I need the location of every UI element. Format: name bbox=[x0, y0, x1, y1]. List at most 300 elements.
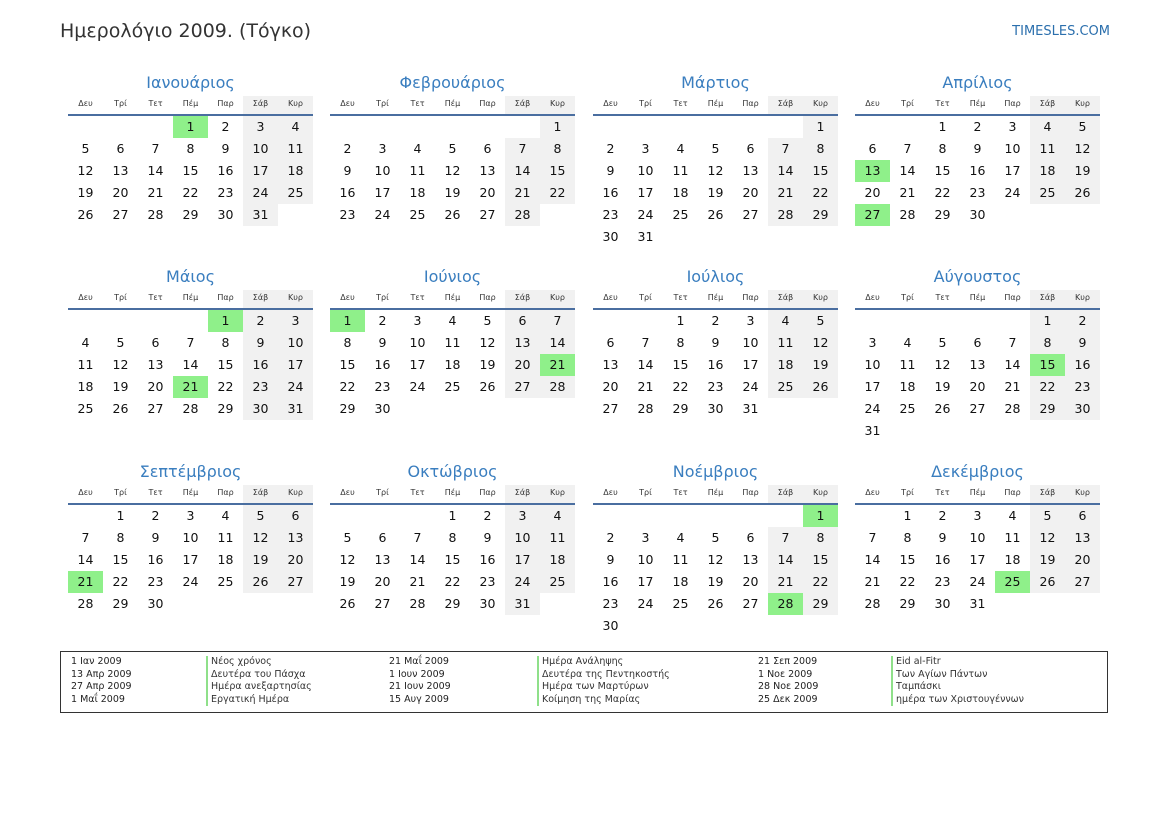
legend-date: 13 Απρ 2009 bbox=[71, 668, 132, 680]
weekday-header: Τρί bbox=[639, 99, 652, 108]
day-cell: 26 bbox=[934, 401, 951, 416]
weekday-header: Κυρ bbox=[278, 96, 313, 114]
weekday-header: Δευ bbox=[603, 293, 618, 302]
weekday-header: Τρί bbox=[376, 293, 389, 302]
weekday-header: Δευ bbox=[340, 488, 355, 497]
day-cell: 10 bbox=[243, 138, 278, 160]
day-cell: 27 bbox=[1065, 571, 1100, 593]
day-cell: 30 bbox=[217, 207, 234, 222]
day-cell: 5 bbox=[711, 530, 720, 545]
legend-date: 27 Απρ 2009 bbox=[71, 681, 132, 693]
day-cell: 27 bbox=[742, 596, 759, 611]
legend-holiday-name: ημέρα των Χριστουγέννων bbox=[891, 694, 1024, 707]
day-cell: 6 bbox=[505, 310, 540, 332]
day-cell: 7 bbox=[1008, 335, 1017, 350]
day-cell: 23 bbox=[602, 207, 619, 222]
day-cell: 1 bbox=[903, 508, 912, 523]
holiday-day-cell: 25 bbox=[995, 571, 1030, 593]
day-cell: 22 bbox=[112, 574, 129, 589]
day-cell: 10 bbox=[505, 527, 540, 549]
day-cell: 17 bbox=[864, 379, 881, 394]
weekday-header: Τρί bbox=[901, 488, 914, 497]
day-cell: 4 bbox=[81, 335, 90, 350]
month-name: Φεβρουάριος bbox=[399, 73, 506, 92]
day-cell: 5 bbox=[1030, 505, 1065, 527]
day-cell: 3 bbox=[973, 508, 982, 523]
day-cell: 15 bbox=[182, 163, 199, 178]
day-cell: 27 bbox=[479, 207, 496, 222]
day-cell: 2 bbox=[606, 141, 615, 156]
day-cell: 16 bbox=[339, 185, 356, 200]
day-cell: 17 bbox=[278, 354, 313, 376]
day-cell: 18 bbox=[217, 552, 234, 567]
day-cell: 13 bbox=[969, 357, 986, 372]
weekday-header: Πέμ bbox=[707, 99, 724, 108]
day-cell: 3 bbox=[378, 141, 387, 156]
day-cell: 23 bbox=[339, 207, 356, 222]
holiday-day-cell: 28 bbox=[768, 593, 803, 615]
day-cell: 28 bbox=[899, 207, 916, 222]
day-cell: 10 bbox=[409, 335, 426, 350]
day-cell: 4 bbox=[448, 313, 457, 328]
day-cell: 11 bbox=[672, 163, 689, 178]
day-cell: 8 bbox=[448, 530, 457, 545]
day-cell: 23 bbox=[969, 185, 986, 200]
day-cell: 12 bbox=[934, 357, 951, 372]
day-cell: 5 bbox=[711, 141, 720, 156]
day-cell: 5 bbox=[243, 505, 278, 527]
holiday-day-cell: 15 bbox=[1030, 354, 1065, 376]
day-cell: 11 bbox=[672, 552, 689, 567]
day-cell: 18 bbox=[540, 549, 575, 571]
day-cell: 7 bbox=[540, 310, 575, 332]
month-block bbox=[855, 72, 1100, 226]
day-cell: 1 bbox=[540, 116, 575, 138]
day-cell: 25 bbox=[278, 182, 313, 204]
day-cell: 23 bbox=[602, 596, 619, 611]
day-cell: 22 bbox=[444, 574, 461, 589]
empty-day-cell bbox=[103, 116, 138, 138]
day-cell: 30 bbox=[479, 596, 496, 611]
day-cell: 11 bbox=[217, 530, 234, 545]
legend-holiday-name: Δευτέρα της Πεντηκοστής bbox=[537, 669, 670, 682]
day-cell: 16 bbox=[374, 357, 391, 372]
day-cell: 10 bbox=[637, 552, 654, 567]
day-cell: 1 bbox=[1030, 310, 1065, 332]
weekday-header: Τρί bbox=[901, 293, 914, 302]
weekday-header: Σάβ bbox=[1030, 96, 1065, 114]
day-cell: 30 bbox=[1065, 398, 1100, 420]
empty-day-cell bbox=[103, 310, 138, 332]
weekday-header: Σάβ bbox=[243, 290, 278, 308]
day-cell: 18 bbox=[768, 354, 803, 376]
day-cell: 11 bbox=[899, 357, 916, 372]
day-cell: 1 bbox=[448, 508, 457, 523]
month-block bbox=[68, 72, 313, 226]
day-cell: 20 bbox=[969, 379, 986, 394]
month-name: Ιούλιος bbox=[686, 267, 745, 286]
day-cell: 12 bbox=[112, 357, 129, 372]
day-cell: 12 bbox=[1065, 138, 1100, 160]
weekday-header: Τρί bbox=[114, 488, 127, 497]
weekday-header: Σάβ bbox=[768, 96, 803, 114]
day-cell: 26 bbox=[803, 376, 838, 398]
weekday-header: Τετ bbox=[673, 488, 688, 497]
legend-holiday-name: Νέος χρόνος bbox=[206, 656, 312, 669]
day-cell: 9 bbox=[378, 335, 387, 350]
month-name: Ιούνιος bbox=[423, 267, 482, 286]
empty-day-cell bbox=[628, 505, 663, 527]
day-cell: 4 bbox=[413, 141, 422, 156]
day-cell: 18 bbox=[1030, 160, 1065, 182]
day-cell: 23 bbox=[217, 185, 234, 200]
day-cell: 14 bbox=[1004, 357, 1021, 372]
day-cell: 29 bbox=[444, 596, 461, 611]
day-cell: 9 bbox=[151, 530, 160, 545]
month-name: Αύγουστος bbox=[933, 267, 1022, 286]
day-cell: 31 bbox=[505, 593, 540, 615]
day-cell: 26 bbox=[707, 596, 724, 611]
day-cell: 10 bbox=[374, 163, 391, 178]
day-cell: 17 bbox=[969, 552, 986, 567]
days-grid bbox=[68, 310, 313, 420]
empty-day-cell bbox=[855, 310, 890, 332]
holiday-day-cell: 27 bbox=[855, 204, 890, 226]
day-cell: 13 bbox=[278, 527, 313, 549]
day-cell: 17 bbox=[243, 160, 278, 182]
day-cell: 17 bbox=[742, 357, 759, 372]
day-cell: 9 bbox=[243, 332, 278, 354]
days-grid bbox=[330, 116, 575, 226]
legend-holiday-name: Eid al-Fitr bbox=[891, 656, 1024, 669]
empty-day-cell bbox=[925, 310, 960, 332]
day-cell: 19 bbox=[444, 185, 461, 200]
day-cell: 26 bbox=[243, 571, 278, 593]
day-cell: 29 bbox=[934, 207, 951, 222]
day-cell: 21 bbox=[864, 574, 881, 589]
day-cell: 31 bbox=[742, 401, 759, 416]
day-cell: 23 bbox=[934, 574, 951, 589]
empty-day-cell bbox=[330, 116, 365, 138]
day-cell: 28 bbox=[768, 204, 803, 226]
day-cell: 4 bbox=[221, 508, 230, 523]
day-cell: 5 bbox=[483, 313, 492, 328]
legend-names-col-1 bbox=[206, 656, 312, 706]
day-cell: 14 bbox=[505, 160, 540, 182]
day-cell: 29 bbox=[112, 596, 129, 611]
weekday-header: Τετ bbox=[673, 99, 688, 108]
day-cell: 5 bbox=[81, 141, 90, 156]
day-cell: 2 bbox=[711, 313, 720, 328]
day-cell: 12 bbox=[1030, 527, 1065, 549]
day-cell: 17 bbox=[637, 185, 654, 200]
day-cell: 7 bbox=[768, 138, 803, 160]
day-cell: 2 bbox=[221, 119, 230, 134]
month-block bbox=[330, 266, 575, 420]
legend-holiday-name: Ταμπάσκι bbox=[891, 681, 1024, 694]
weekday-header: Πέμ bbox=[182, 293, 199, 302]
weekday-header: Κυρ bbox=[278, 290, 313, 308]
day-cell: 7 bbox=[151, 141, 160, 156]
weekday-header: Τετ bbox=[673, 293, 688, 302]
weekday-header: Παρ bbox=[479, 99, 496, 108]
day-cell: 10 bbox=[969, 530, 986, 545]
day-cell: 28 bbox=[505, 204, 540, 226]
day-cell: 16 bbox=[479, 552, 496, 567]
legend-dates-col-1 bbox=[71, 656, 132, 706]
day-cell: 14 bbox=[768, 160, 803, 182]
day-cell: 16 bbox=[969, 163, 986, 178]
day-cell: 12 bbox=[444, 163, 461, 178]
weekday-header: Τετ bbox=[148, 488, 163, 497]
site-link[interactable]: TIMESLES.COM bbox=[1012, 24, 1110, 39]
day-cell: 31 bbox=[637, 229, 654, 244]
day-cell: 24 bbox=[505, 571, 540, 593]
day-cell: 24 bbox=[637, 596, 654, 611]
day-cell: 1 bbox=[676, 313, 685, 328]
day-cell: 15 bbox=[217, 357, 234, 372]
day-cell: 6 bbox=[116, 141, 125, 156]
weekday-header: Τετ bbox=[410, 293, 425, 302]
day-cell: 12 bbox=[243, 527, 278, 549]
empty-day-cell bbox=[435, 116, 470, 138]
day-cell: 18 bbox=[444, 357, 461, 372]
day-cell: 28 bbox=[540, 376, 575, 398]
day-cell: 14 bbox=[182, 357, 199, 372]
day-cell: 13 bbox=[505, 332, 540, 354]
weekday-header-row bbox=[855, 96, 1100, 116]
day-cell: 25 bbox=[77, 401, 94, 416]
day-cell: 14 bbox=[409, 552, 426, 567]
day-cell: 15 bbox=[444, 552, 461, 567]
empty-day-cell bbox=[505, 116, 540, 138]
day-cell: 8 bbox=[343, 335, 352, 350]
day-cell: 5 bbox=[938, 335, 947, 350]
weekday-header-row bbox=[593, 290, 838, 310]
day-cell: 30 bbox=[602, 229, 619, 244]
weekday-header: Πέμ bbox=[969, 99, 986, 108]
weekday-header: Κυρ bbox=[1065, 96, 1100, 114]
holiday-day-cell: 1 bbox=[173, 116, 208, 138]
day-cell: 6 bbox=[746, 141, 755, 156]
day-cell: 29 bbox=[182, 207, 199, 222]
day-cell: 11 bbox=[409, 163, 426, 178]
empty-day-cell bbox=[768, 116, 803, 138]
empty-day-cell bbox=[698, 116, 733, 138]
day-cell: 18 bbox=[672, 185, 689, 200]
weekday-header: Δευ bbox=[865, 488, 880, 497]
day-cell: 24 bbox=[409, 379, 426, 394]
day-cell: 14 bbox=[540, 332, 575, 354]
weekday-header: Σάβ bbox=[1030, 290, 1065, 308]
weekday-header: Παρ bbox=[479, 293, 496, 302]
empty-day-cell bbox=[733, 116, 768, 138]
weekday-header: Κυρ bbox=[1065, 485, 1100, 503]
weekday-header: Τρί bbox=[376, 99, 389, 108]
day-cell: 8 bbox=[186, 141, 195, 156]
legend-date: 1 Ιουν 2009 bbox=[389, 668, 445, 680]
day-cell: 30 bbox=[969, 207, 986, 222]
weekday-header-row bbox=[68, 485, 313, 505]
day-cell: 17 bbox=[374, 185, 391, 200]
day-cell: 7 bbox=[903, 141, 912, 156]
day-cell: 16 bbox=[707, 357, 724, 372]
day-cell: 10 bbox=[182, 530, 199, 545]
day-cell: 7 bbox=[186, 335, 195, 350]
day-cell: 7 bbox=[81, 530, 90, 545]
legend-names-col-3 bbox=[891, 656, 1024, 706]
day-cell: 14 bbox=[768, 549, 803, 571]
day-cell: 28 bbox=[1004, 401, 1021, 416]
day-cell: 11 bbox=[444, 335, 461, 350]
weekday-header: Δευ bbox=[78, 293, 93, 302]
empty-day-cell bbox=[663, 116, 698, 138]
day-cell: 21 bbox=[147, 185, 164, 200]
day-cell: 8 bbox=[676, 335, 685, 350]
weekday-header: Δευ bbox=[78, 488, 93, 497]
weekday-header: Σάβ bbox=[505, 485, 540, 503]
days-grid bbox=[68, 116, 313, 226]
day-cell: 25 bbox=[672, 207, 689, 222]
day-cell: 9 bbox=[711, 335, 720, 350]
holiday-legend bbox=[60, 651, 1108, 713]
day-cell: 2 bbox=[243, 310, 278, 332]
empty-day-cell bbox=[855, 116, 890, 138]
weekday-header: Πέμ bbox=[444, 488, 461, 497]
month-name: Οκτώβριος bbox=[407, 462, 498, 481]
day-cell: 4 bbox=[540, 505, 575, 527]
day-cell: 4 bbox=[768, 310, 803, 332]
day-cell: 18 bbox=[672, 574, 689, 589]
day-cell: 20 bbox=[479, 185, 496, 200]
day-cell: 15 bbox=[339, 357, 356, 372]
day-cell: 15 bbox=[803, 160, 838, 182]
month-block bbox=[68, 266, 313, 420]
day-cell: 30 bbox=[147, 596, 164, 611]
day-cell: 10 bbox=[864, 357, 881, 372]
day-cell: 13 bbox=[479, 163, 496, 178]
day-cell: 11 bbox=[278, 138, 313, 160]
weekday-header: Τετ bbox=[148, 293, 163, 302]
empty-day-cell bbox=[593, 310, 628, 332]
day-cell: 23 bbox=[243, 376, 278, 398]
days-grid bbox=[855, 505, 1100, 615]
day-cell: 15 bbox=[540, 160, 575, 182]
day-cell: 30 bbox=[934, 596, 951, 611]
day-cell: 25 bbox=[672, 596, 689, 611]
weekday-header: Παρ bbox=[1004, 488, 1021, 497]
day-cell: 14 bbox=[147, 163, 164, 178]
empty-day-cell bbox=[663, 505, 698, 527]
day-cell: 20 bbox=[602, 379, 619, 394]
empty-day-cell bbox=[138, 116, 173, 138]
days-grid bbox=[330, 505, 575, 615]
day-cell: 9 bbox=[606, 552, 615, 567]
day-cell: 25 bbox=[540, 571, 575, 593]
day-cell: 20 bbox=[112, 185, 129, 200]
days-grid bbox=[593, 310, 838, 420]
day-cell: 22 bbox=[803, 182, 838, 204]
day-cell: 8 bbox=[938, 141, 947, 156]
day-cell: 27 bbox=[969, 401, 986, 416]
day-cell: 12 bbox=[707, 163, 724, 178]
day-cell: 9 bbox=[938, 530, 947, 545]
day-cell: 3 bbox=[641, 530, 650, 545]
day-cell: 15 bbox=[934, 163, 951, 178]
day-cell: 24 bbox=[182, 574, 199, 589]
empty-day-cell bbox=[365, 505, 400, 527]
day-cell: 8 bbox=[803, 138, 838, 160]
day-cell: 8 bbox=[116, 530, 125, 545]
day-cell: 20 bbox=[278, 549, 313, 571]
day-cell: 7 bbox=[505, 138, 540, 160]
empty-day-cell bbox=[470, 116, 505, 138]
day-cell: 27 bbox=[147, 401, 164, 416]
legend-date: 21 Ιουν 2009 bbox=[389, 681, 451, 693]
day-cell: 25 bbox=[899, 401, 916, 416]
day-cell: 29 bbox=[1030, 398, 1065, 420]
day-cell: 30 bbox=[243, 398, 278, 420]
legend-date: 1 Νοε 2009 bbox=[758, 668, 813, 680]
day-cell: 27 bbox=[278, 571, 313, 593]
weekday-header: Τετ bbox=[410, 99, 425, 108]
holiday-day-cell: 1 bbox=[330, 310, 365, 332]
legend-holiday-name: Δευτέρα του Πάσχα bbox=[206, 669, 312, 682]
day-cell: 22 bbox=[182, 185, 199, 200]
weekday-header: Τετ bbox=[935, 293, 950, 302]
day-cell: 22 bbox=[899, 574, 916, 589]
day-cell: 22 bbox=[339, 379, 356, 394]
holiday-day-cell: 13 bbox=[855, 160, 890, 182]
day-cell: 1 bbox=[803, 116, 838, 138]
day-cell: 2 bbox=[378, 313, 387, 328]
day-cell: 6 bbox=[973, 335, 982, 350]
month-block bbox=[593, 266, 838, 420]
day-cell: 9 bbox=[483, 530, 492, 545]
weekday-header: Σάβ bbox=[768, 290, 803, 308]
day-cell: 12 bbox=[77, 163, 94, 178]
month-name: Ιανουάριος bbox=[146, 73, 235, 92]
day-cell: 24 bbox=[969, 574, 986, 589]
weekday-header: Δευ bbox=[78, 99, 93, 108]
day-cell: 19 bbox=[707, 574, 724, 589]
day-cell: 24 bbox=[243, 182, 278, 204]
weekday-header: Κυρ bbox=[540, 290, 575, 308]
weekday-header: Τρί bbox=[376, 488, 389, 497]
days-grid bbox=[855, 116, 1100, 226]
day-cell: 18 bbox=[1004, 552, 1021, 567]
month-block bbox=[593, 461, 838, 637]
day-cell: 12 bbox=[339, 552, 356, 567]
day-cell: 20 bbox=[505, 354, 540, 376]
day-cell: 16 bbox=[1065, 354, 1100, 376]
day-cell: 13 bbox=[112, 163, 129, 178]
weekday-header: Τρί bbox=[639, 293, 652, 302]
day-cell: 25 bbox=[217, 574, 234, 589]
empty-day-cell bbox=[628, 116, 663, 138]
day-cell: 6 bbox=[868, 141, 877, 156]
legend-dates-col-3 bbox=[758, 656, 818, 706]
weekday-header: Πέμ bbox=[969, 488, 986, 497]
day-cell: 16 bbox=[934, 552, 951, 567]
day-cell: 4 bbox=[1008, 508, 1017, 523]
weekday-header: Τετ bbox=[935, 99, 950, 108]
day-cell: 20 bbox=[742, 185, 759, 200]
weekday-header: Παρ bbox=[479, 488, 496, 497]
day-cell: 9 bbox=[1065, 332, 1100, 354]
day-cell: 30 bbox=[602, 618, 619, 633]
day-cell: 28 bbox=[182, 401, 199, 416]
